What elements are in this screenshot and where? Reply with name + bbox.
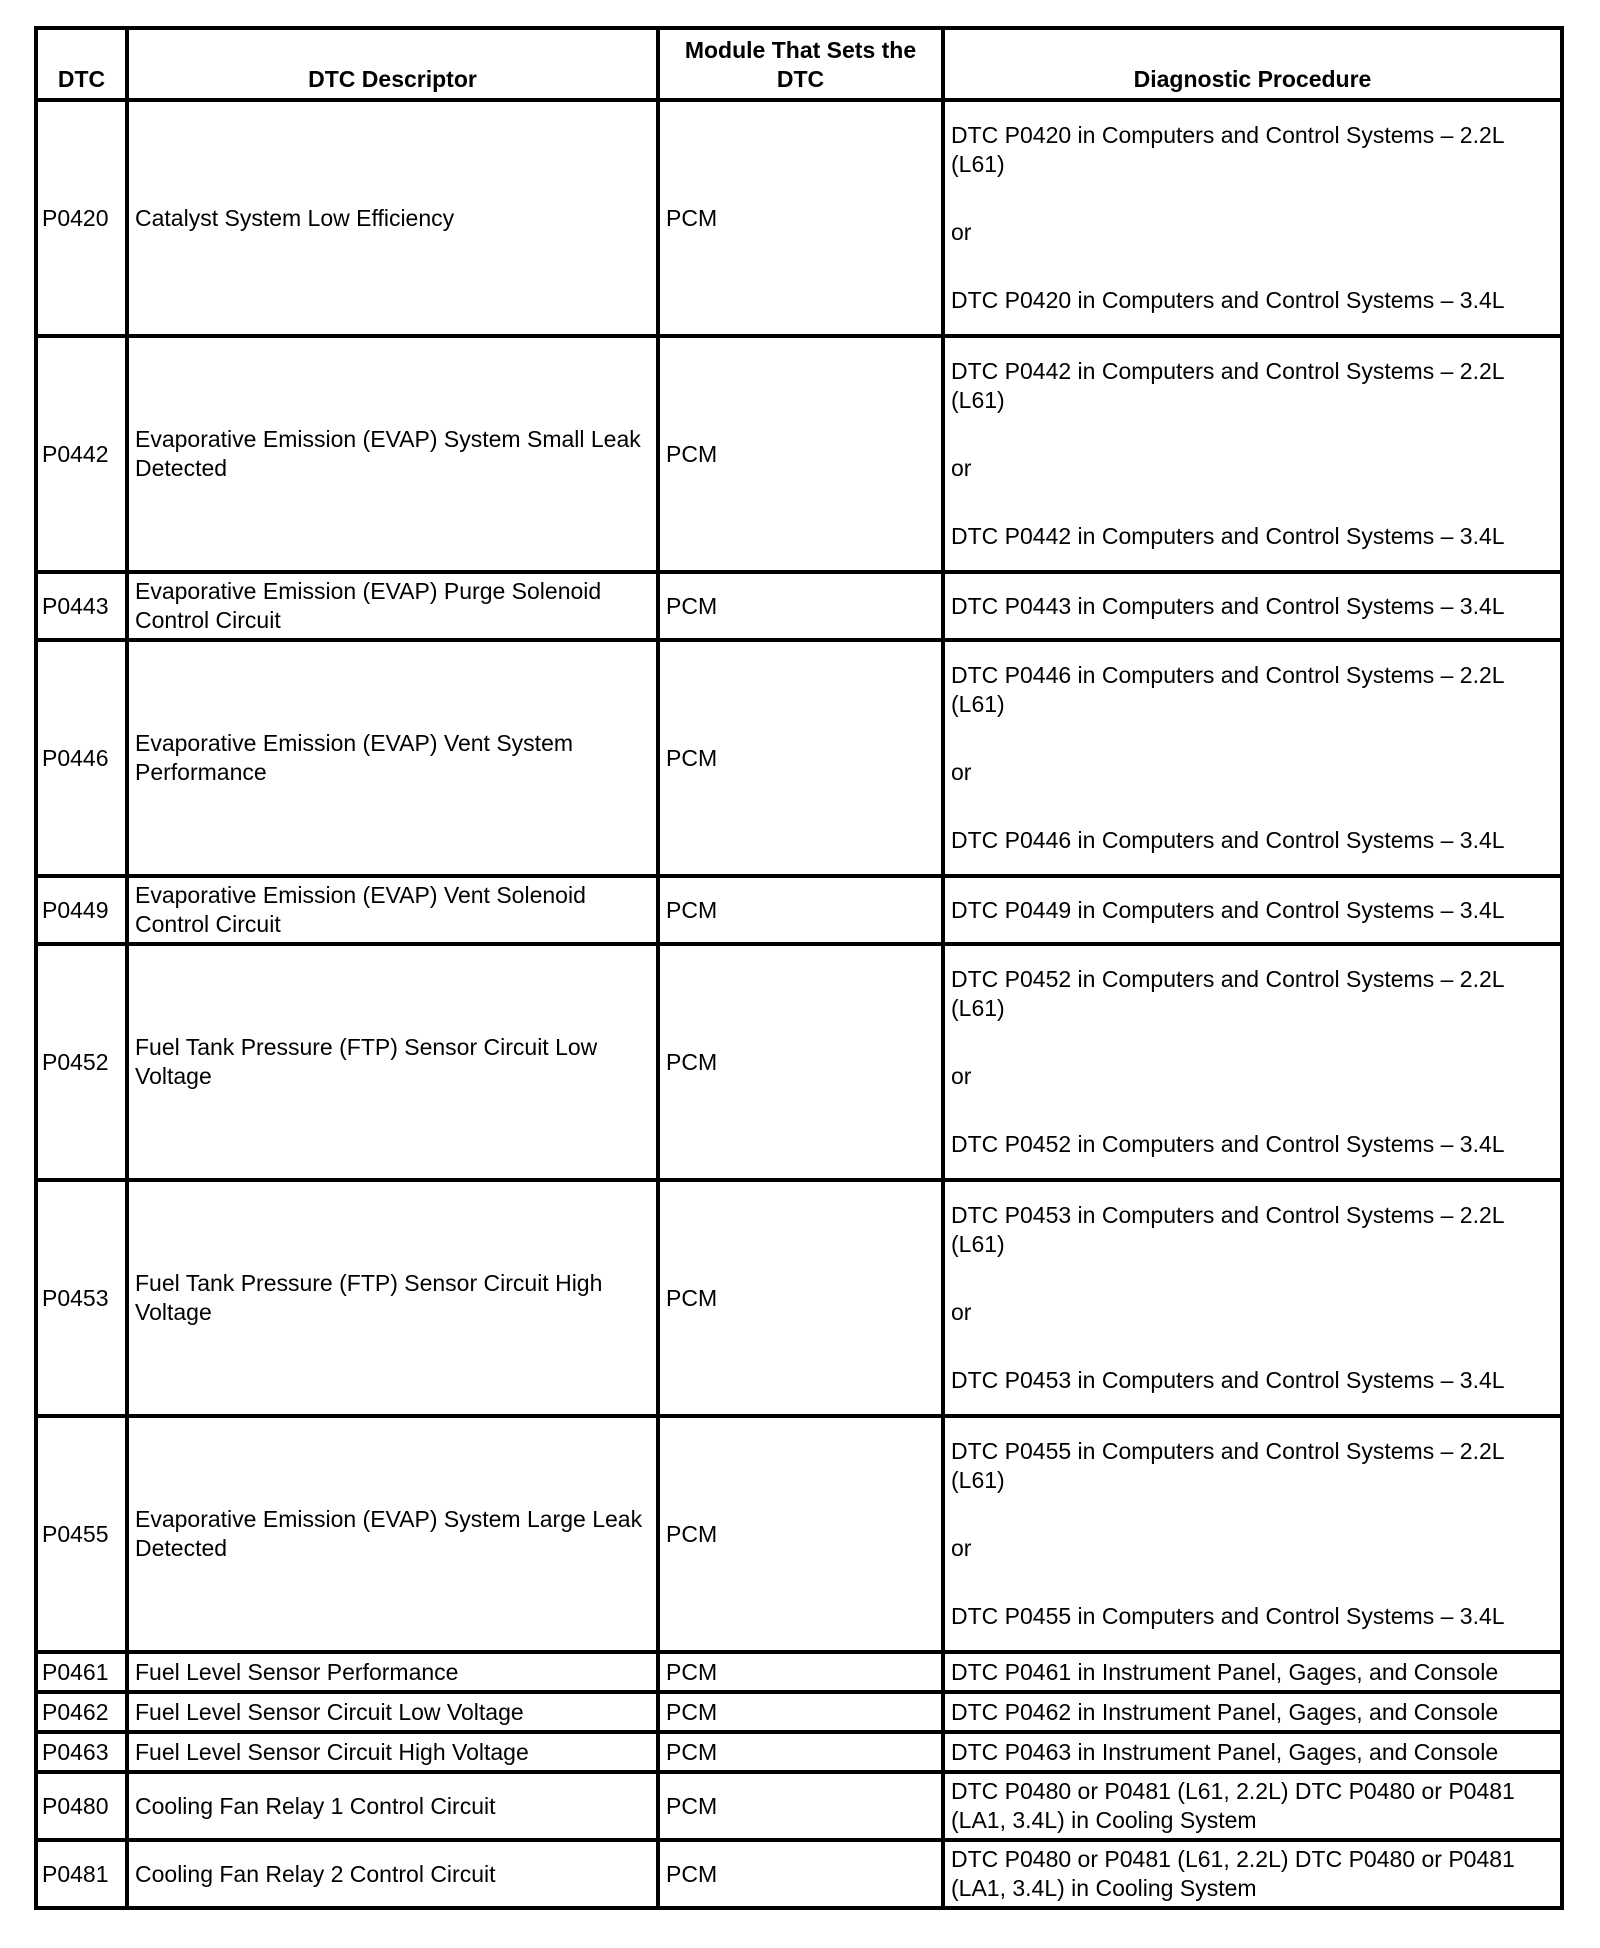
dtc-code: P0463	[36, 1732, 127, 1772]
paragraph-gap	[951, 179, 1554, 218]
table-row	[36, 1772, 1562, 1840]
table-row	[36, 336, 1562, 572]
paragraph-gap	[951, 787, 1554, 826]
table-header-row	[36, 28, 1562, 100]
paragraph-gap	[951, 1495, 1554, 1534]
paragraph-gap	[951, 247, 1554, 286]
diagnostic-procedure	[943, 1652, 1562, 1692]
procedure-text: or	[951, 455, 972, 481]
procedure-text: DTC P0461 in Instrument Panel, Gages, and Console	[951, 1658, 1499, 1685]
dtc-code: P0462	[36, 1692, 127, 1732]
table-row	[36, 944, 1562, 1180]
procedure-text: DTC P0420 in Computers and Control Systems – 2.2L (L61)	[951, 122, 1504, 177]
paragraph-gap	[951, 1091, 1554, 1130]
table-row	[36, 1652, 1562, 1692]
diagnostic-procedure	[943, 876, 1562, 944]
dtc-code: P0453	[36, 1180, 127, 1416]
diagnostic-procedure	[943, 1840, 1562, 1908]
table-row	[36, 640, 1562, 876]
paragraph-gap	[951, 483, 1554, 522]
procedure-text: DTC P0420 in Computers and Control Systems – 3.4L	[951, 287, 1505, 313]
procedure-text: or	[951, 1299, 972, 1325]
paragraph-gap	[951, 1259, 1554, 1298]
module-name: PCM	[658, 1772, 943, 1840]
module-name: PCM	[658, 100, 943, 336]
procedure-text: DTC P0442 in Computers and Control Systems – 3.4L	[951, 523, 1505, 549]
diagnostic-procedure	[943, 336, 1562, 572]
diagnostic-procedure	[943, 1180, 1562, 1416]
procedure-text: DTC P0442 in Computers and Control Systems – 2.2L (L61)	[951, 358, 1504, 413]
paragraph-gap	[951, 719, 1554, 758]
paragraph-gap	[951, 1563, 1554, 1602]
dtc-descriptor: Fuel Tank Pressure (FTP) Sensor Circuit Low Voltage	[127, 944, 658, 1180]
procedure-text: DTC P0480 or P0481 (L61, 2.2L) DTC P0480 or P0481 (LA1, 3.4L) in Cooling System	[951, 1846, 1515, 1901]
module-name: PCM	[658, 876, 943, 944]
module-name: PCM	[658, 1732, 943, 1772]
dtc-code: P0481	[36, 1840, 127, 1908]
table-row	[36, 1840, 1562, 1908]
dtc-descriptor: Fuel Level Sensor Performance	[127, 1652, 658, 1692]
header-dtc: DTC	[36, 28, 127, 100]
module-name: PCM	[658, 572, 943, 640]
dtc-descriptor: Evaporative Emission (EVAP) System Small Leak Detected	[127, 336, 658, 572]
dtc-descriptor: Evaporative Emission (EVAP) Vent Solenoid Control Circuit	[127, 876, 658, 944]
dtc-code: P0420	[36, 100, 127, 336]
procedure-text: DTC P0455 in Computers and Control Systems – 2.2L (L61)	[951, 1438, 1504, 1493]
dtc-table	[34, 26, 1564, 1910]
diagnostic-procedure	[943, 100, 1562, 336]
table-row	[36, 1180, 1562, 1416]
procedure-text: or	[951, 1535, 972, 1561]
dtc-code: P0461	[36, 1652, 127, 1692]
procedure-text: DTC P0453 in Computers and Control Systems – 2.2L (L61)	[951, 1202, 1504, 1257]
dtc-descriptor: Cooling Fan Relay 2 Control Circuit	[127, 1840, 658, 1908]
dtc-code: P0443	[36, 572, 127, 640]
procedure-text: or	[951, 219, 972, 245]
module-name: PCM	[658, 336, 943, 572]
module-name: PCM	[658, 1180, 943, 1416]
table-row	[36, 1732, 1562, 1772]
dtc-descriptor: Evaporative Emission (EVAP) Purge Solenoid Control Circuit	[127, 572, 658, 640]
procedure-text: DTC P0455 in Computers and Control Systems – 3.4L	[951, 1603, 1505, 1629]
module-name: PCM	[658, 640, 943, 876]
procedure-text: or	[951, 759, 972, 785]
dtc-code: P0452	[36, 944, 127, 1180]
procedure-text: DTC P0463 in Instrument Panel, Gages, and Console	[951, 1738, 1499, 1765]
table-row	[36, 572, 1562, 640]
procedure-text: DTC P0443 in Computers and Control Systems – 3.4L	[951, 592, 1505, 619]
table-body	[36, 100, 1562, 1908]
dtc-descriptor: Fuel Tank Pressure (FTP) Sensor Circuit High Voltage	[127, 1180, 658, 1416]
module-name: PCM	[658, 1416, 943, 1652]
procedure-text: DTC P0449 in Computers and Control Systems – 3.4L	[951, 896, 1505, 923]
diagnostic-procedure	[943, 1772, 1562, 1840]
module-name: PCM	[658, 1692, 943, 1732]
dtc-descriptor: Fuel Level Sensor Circuit High Voltage	[127, 1732, 658, 1772]
procedure-text: DTC P0452 in Computers and Control Systems – 2.2L (L61)	[951, 966, 1504, 1021]
dtc-descriptor: Evaporative Emission (EVAP) Vent System Performance	[127, 640, 658, 876]
procedure-text: DTC P0446 in Computers and Control Systems – 2.2L (L61)	[951, 662, 1504, 717]
diagnostic-procedure	[943, 1692, 1562, 1732]
module-name: PCM	[658, 1652, 943, 1692]
diagnostic-procedure	[943, 1416, 1562, 1652]
table-row	[36, 876, 1562, 944]
diagnostic-procedure	[943, 640, 1562, 876]
dtc-descriptor: Catalyst System Low Efficiency	[127, 100, 658, 336]
dtc-code: P0455	[36, 1416, 127, 1652]
dtc-descriptor: Fuel Level Sensor Circuit Low Voltage	[127, 1692, 658, 1732]
procedure-text: DTC P0453 in Computers and Control Systems – 3.4L	[951, 1367, 1505, 1393]
procedure-text: DTC P0462 in Instrument Panel, Gages, and Console	[951, 1698, 1499, 1725]
module-name: PCM	[658, 1840, 943, 1908]
dtc-descriptor: Cooling Fan Relay 1 Control Circuit	[127, 1772, 658, 1840]
dtc-code: P0449	[36, 876, 127, 944]
paragraph-gap	[951, 415, 1554, 454]
paragraph-gap	[951, 1023, 1554, 1062]
dtc-code: P0446	[36, 640, 127, 876]
procedure-text: or	[951, 1063, 972, 1089]
dtc-code: P0442	[36, 336, 127, 572]
table-row	[36, 1416, 1562, 1652]
header-module: Module That Sets the DTC	[658, 28, 943, 100]
header-procedure: Diagnostic Procedure	[943, 28, 1562, 100]
header-descriptor: DTC Descriptor	[127, 28, 658, 100]
diagnostic-procedure	[943, 944, 1562, 1180]
procedure-text: DTC P0446 in Computers and Control Systems – 3.4L	[951, 827, 1505, 853]
diagnostic-procedure	[943, 572, 1562, 640]
paragraph-gap	[951, 1327, 1554, 1366]
table-row	[36, 1692, 1562, 1732]
procedure-text: DTC P0480 or P0481 (L61, 2.2L) DTC P0480 or P0481 (LA1, 3.4L) in Cooling System	[951, 1778, 1515, 1833]
module-name: PCM	[658, 944, 943, 1180]
dtc-descriptor: Evaporative Emission (EVAP) System Large Leak Detected	[127, 1416, 658, 1652]
procedure-text: DTC P0452 in Computers and Control Systems – 3.4L	[951, 1131, 1505, 1157]
diagnostic-procedure	[943, 1732, 1562, 1772]
dtc-code: P0480	[36, 1772, 127, 1840]
table-row	[36, 100, 1562, 336]
